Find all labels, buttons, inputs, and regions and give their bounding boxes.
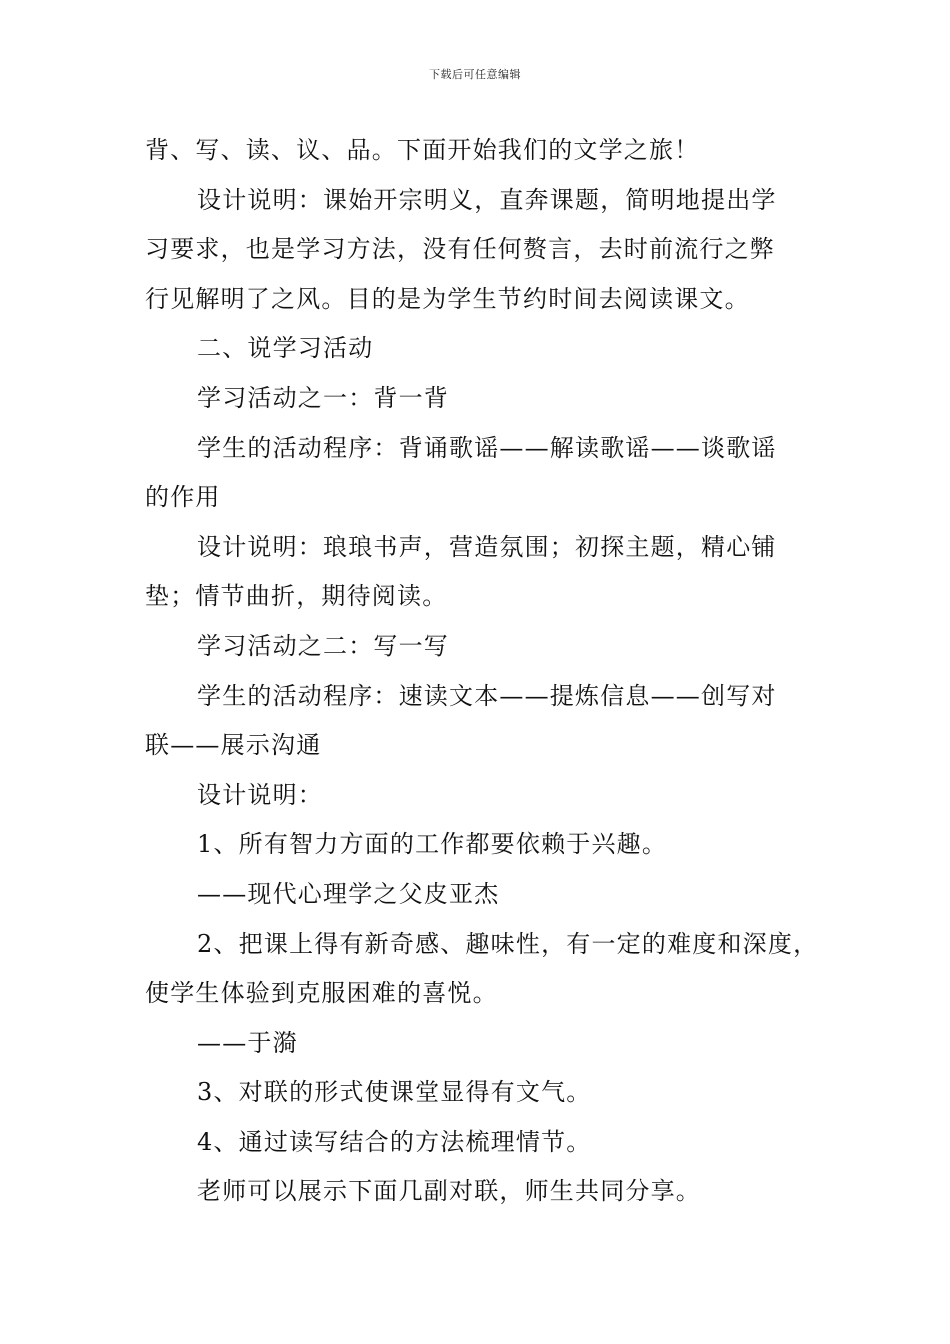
paragraph-design-note-2: 设计说明：琅琅书声，营造氛围；初探主题，精心铺 bbox=[197, 532, 777, 561]
text-line: 的作用 bbox=[145, 483, 221, 512]
text-line: 使学生体验到克服困难的喜悦。 bbox=[145, 979, 498, 1008]
paragraph-design-note-1: 设计说明：课始开宗明义，直奔课题，简明地提出学 bbox=[197, 185, 777, 214]
activity-procedure-2: 学生的活动程序：速读文本——提炼信息——创写对 bbox=[197, 681, 777, 710]
text-line: 背、写、读、议、品。下面开始我们的文学之旅！ bbox=[145, 136, 700, 164]
quote-item-2: 2、把课上得有新奇感、趣味性，有一定的难度和深度， bbox=[197, 929, 819, 958]
quote-attribution-1: ——现代心理学之父皮亚杰 bbox=[197, 879, 500, 908]
closing-paragraph: 老师可以展示下面几副对联，师生共同分享。 bbox=[197, 1177, 701, 1206]
quote-attribution-2: ——于漪 bbox=[197, 1028, 298, 1057]
quote-item-1: 1、所有智力方面的工作都要依赖于兴趣。 bbox=[197, 830, 668, 859]
list-item-3: 3、对联的形式使课堂显得有文气。 bbox=[197, 1078, 592, 1107]
section-heading: 二、说学习活动 bbox=[197, 334, 374, 363]
text-line: 垫；情节曲折，期待阅读。 bbox=[145, 582, 448, 611]
activity-procedure-1: 学生的活动程序：背诵歌谣——解读歌谣——谈歌谣 bbox=[197, 433, 777, 462]
page-header: 下载后可任意编辑 bbox=[429, 68, 521, 81]
text-line: 行见解明了之风。目的是为学生节约时间去阅读课文。 bbox=[145, 284, 750, 313]
text-line: 习要求，也是学习方法，没有任何赘言，去时前流行之弊 bbox=[145, 235, 775, 264]
text-line: 联——展示沟通 bbox=[145, 731, 322, 760]
list-item-4: 4、通过读写结合的方法梳理情节。 bbox=[197, 1127, 592, 1156]
activity-heading-2: 学习活动之二：写一写 bbox=[197, 631, 449, 660]
document-body bbox=[145, 126, 835, 1217]
design-note-label: 设计说明： bbox=[197, 780, 323, 809]
activity-heading-1: 学习活动之一：背一背 bbox=[197, 383, 449, 412]
